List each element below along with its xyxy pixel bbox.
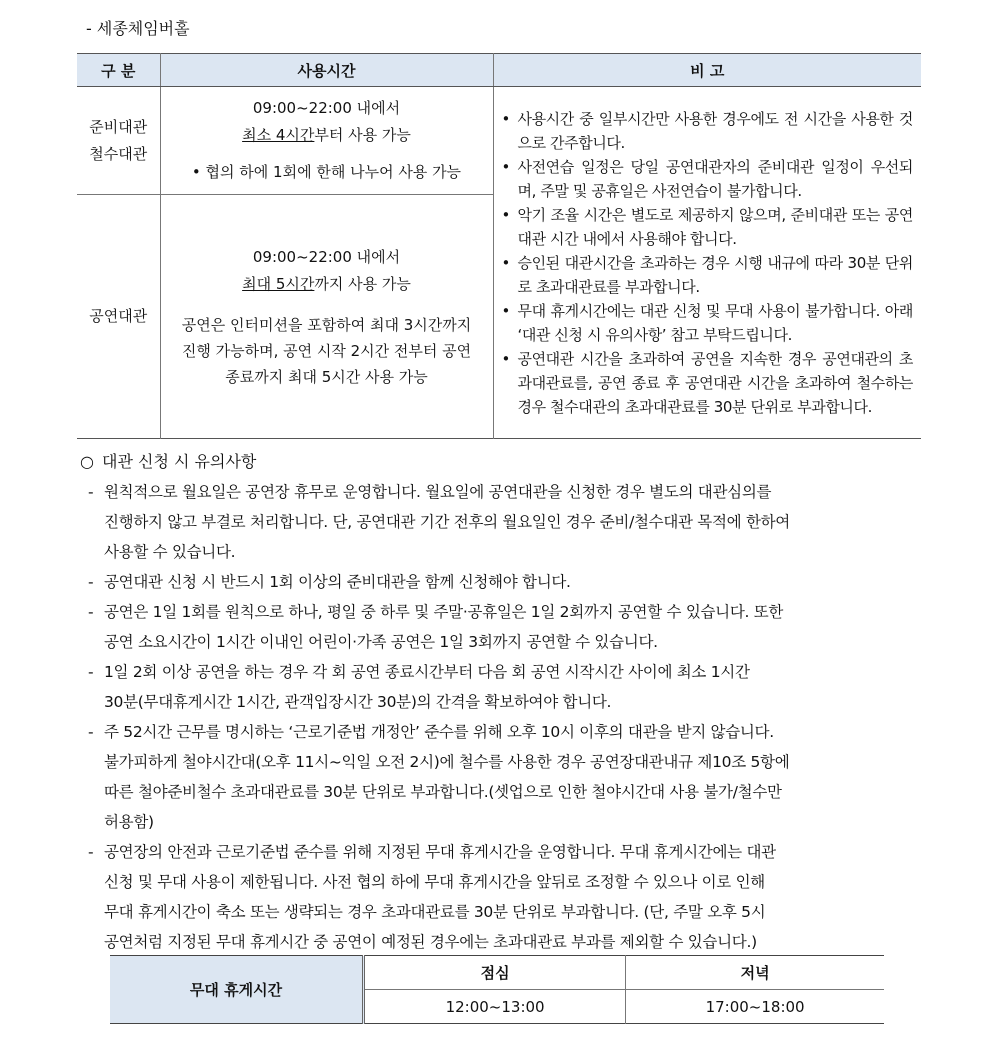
time-range: 09:00~22:00 내에서 bbox=[252, 247, 401, 266]
note-line: 공연장의 안전과 근로기준법 준수를 위해 지정된 무대 휴게시간을 운영합니다. 무대 휴게시간에는 대관 bbox=[104, 843, 776, 861]
note-line: 1일 2회 이상 공연을 하는 경우 각 회 공연 종료시간부터 다음 회 공연 시작시간 사이에 최소 1시간 bbox=[104, 663, 750, 681]
remark-item: • 승인된 대관시간을 초과하는 경우 시행 내규에 따라 30분 단위로 초과대관료를 부과합니다. bbox=[502, 251, 914, 299]
note-line: 공연처럼 지정된 무대 휴게시간 중 공연이 예정된 경우에는 초과대관료 부과를 제외할 수 있습니다.) bbox=[104, 933, 757, 951]
note-line: 공연 소요시간이 1시간 이내인 어린이·가족 공연은 1일 3회까지 공연할 수 있습니다. bbox=[104, 633, 658, 651]
note-item: - 1일 2회 이상 공연을 하는 경우 각 회 공연 종료시간부터 다음 회 공연 시작시간 사이에 최소 1시간 30분(무대휴게시간 1시간, 관객입장시간 30분)의 간격을 확보하여야 합니다. bbox=[80, 657, 920, 717]
circle-bullet-icon: ○ bbox=[80, 452, 94, 471]
note-line: 사용할 수 있습니다. bbox=[104, 543, 236, 561]
remark-item: • 사용시간 중 일부시간만 사용한 경우에도 전 시간을 사용한 것으로 간주합니다. bbox=[502, 107, 914, 155]
category-line: 철수대관 bbox=[89, 144, 148, 163]
category-line: 준비대관 bbox=[89, 117, 148, 136]
time-bullet: • 협의 하에 1회에 한해 나누어 사용 가능 bbox=[191, 163, 462, 181]
note-item: - 주 52시간 근무를 명시하는 ‘근로기준법 개정안’ 준수를 위해 오후 10시 이후의 대관을 받지 않습니다. 불가피하게 철야시간대(오후 11시~익일 오전 2시)에 철수를 사용한 경우 공연장대관내규 제10조 5항에 따른 철야준비철수 초과대관료를 30분 단위로 부과합니다.(셋업으로 인한 철야시간대 사용 불가/철수만 허용함) bbox=[80, 717, 920, 837]
note-line: 무대 휴게시간이 축소 또는 생략되는 경우 초과대관료를 30분 단위로 부과합니다. (단, 주말 오후 5시 bbox=[104, 903, 766, 921]
note-item: - 공연대관 신청 시 반드시 1회 이상의 준비대관을 함께 신청해야 합니다. bbox=[80, 567, 920, 597]
note-line: 원칙적으로 월요일은 공연장 휴무로 운영합니다. 월요일에 공연대관을 신청한 경우 별도의 대관심의를 bbox=[104, 483, 772, 501]
note-line: 공연대관 신청 시 반드시 1회 이상의 준비대관을 함께 신청해야 합니다. bbox=[104, 573, 571, 591]
note-item: - 공연장의 안전과 근로기준법 준수를 위해 지정된 무대 휴게시간을 운영합니다. 무대 휴게시간에는 대관 신청 및 무대 사용이 제한됩니다. 사전 협의 하에 무대 휴게시간을 앞뒤로 조정할 수 있으나 이로 인해 무대 휴게시간이 축소 또는 생략되는 경우 초과대관료를 30분 단위로 부과합니다. (단, 주말 오후 5시 공연처럼 지정된 무대 휴게시간 중 공연이 예정된 경우에는 초과대관료 부과를 제외할 수 있습니다.) bbox=[80, 837, 920, 957]
remarks-list bbox=[502, 107, 914, 419]
note-item: - 원칙적으로 월요일은 공연장 휴무로 운영합니다. 월요일에 공연대관을 신청한 경우 별도의 대관심의를 진행하지 않고 부결로 처리합니다. 단, 공연대관 기간 전후의 월요일인 경우 준비/철수대관 목적에 한하여 사용할 수 있습니다. bbox=[80, 477, 920, 567]
category-prep-teardown bbox=[77, 87, 160, 195]
note-line: 따른 철야준비철수 초과대관료를 30분 단위로 부과합니다.(셋업으로 인한 철야시간대 사용 불가/철수만 bbox=[104, 783, 782, 801]
time-limit-rest: 부터 사용 가능 bbox=[314, 126, 411, 144]
break-time-dinner: 17:00~18:00 bbox=[626, 990, 884, 1024]
time-limit-underlined: 최소 4시간 bbox=[242, 126, 315, 144]
time-limit bbox=[169, 122, 485, 149]
stage-break-table bbox=[110, 955, 884, 1024]
header-remarks: 비 고 bbox=[493, 54, 921, 87]
note-line: 주 52시간 근무를 명시하는 ‘근로기준법 개정안’ 준수를 위해 오후 10시 이후의 대관을 받지 않습니다. bbox=[104, 723, 774, 741]
break-time-lunch: 12:00~13:00 bbox=[445, 997, 545, 1016]
time-range: 09:00~22:00 내에서 bbox=[252, 99, 401, 117]
time-note: 공연은 인터미션을 포함하여 최대 3시간까지 진행 가능하며, 공연 시작 2시간 전부터 공연 종료까지 최대 5시간 사용 가능 bbox=[181, 315, 472, 386]
application-notes bbox=[80, 449, 920, 957]
venue-heading: - 세종체임버홀 bbox=[86, 19, 190, 38]
remark-item: • 무대 휴게시간에는 대관 신청 및 무대 사용이 불가합니다. 아래 ‘대관 신청 시 유의사항’ 참고 부탁드립니다. bbox=[502, 299, 914, 347]
note-line: 신청 및 무대 사용이 제한됩니다. 사전 협의 하에 무대 휴게시간을 앞뒤로 조정할 수 있으나 이로 인해 bbox=[104, 873, 765, 891]
usage-time-table bbox=[77, 53, 921, 439]
time-limit-underlined: 최대 5시간 bbox=[242, 274, 315, 293]
note-line: 불가피하게 철야시간대(오후 11시~익일 오전 2시)에 철수를 사용한 경우 공연장대관내규 제10조 5항에 bbox=[104, 753, 790, 771]
time-limit-rest: 까지 사용 가능 bbox=[314, 274, 411, 293]
time-limit bbox=[169, 271, 485, 298]
note-line: 진행하지 않고 부결로 처리합니다. 단, 공연대관 기간 전후의 월요일인 경우 준비/철수대관 목적에 한하여 bbox=[104, 513, 790, 531]
remarks-cell bbox=[493, 87, 921, 439]
remark-item: • 악기 조율 시간은 별도로 제공하지 않으며, 준비대관 또는 공연대관 시간 내에서 사용해야 합니다. bbox=[502, 203, 914, 251]
time-bullet-text: 협의 하에 1회에 한해 나누어 사용 가능 bbox=[205, 163, 462, 181]
note-line: 30분(무대휴게시간 1시간, 관객입장시간 30분)의 간격을 확보하여야 합니다. bbox=[104, 693, 612, 711]
break-col-dinner: 저녁 bbox=[626, 956, 884, 990]
remark-item: • 공연대관 시간을 초과하여 공연을 지속한 경우 공연대관의 초과대관료를, 공연 종료 후 공연대관 시간을 초과하여 철수하는 경우 철수대관의 초과대관료를 30분 단위로 부과합니다. bbox=[502, 347, 914, 419]
note-line: 허용함) bbox=[104, 813, 154, 831]
usage-time-performance bbox=[160, 195, 493, 439]
break-label: 무대 휴게시간 bbox=[110, 956, 364, 1024]
break-col-lunch: 점심 bbox=[364, 956, 626, 990]
note-line: 공연은 1일 1회를 원칙으로 하나, 평일 중 하루 및 주말·공휴일은 1일 2회까지 공연할 수 있습니다. 또한 bbox=[104, 603, 784, 621]
header-category: 구 분 bbox=[77, 54, 160, 87]
usage-time-prep bbox=[160, 87, 493, 195]
notes-title bbox=[80, 449, 920, 475]
category-line: 공연대관 bbox=[89, 307, 148, 325]
category-performance bbox=[77, 195, 160, 439]
note-item: - 공연은 1일 1회를 원칙으로 하나, 평일 중 하루 및 주말·공휴일은 1일 2회까지 공연할 수 있습니다. 또한 공연 소요시간이 1시간 이내인 어린이·가족 공연은 1일 3회까지 공연할 수 있습니다. bbox=[80, 597, 920, 657]
header-usage-time: 사용시간 bbox=[160, 54, 493, 87]
remark-item: • 사전연습 일정은 당일 공연대관자의 준비대관 일정이 우선되며, 주말 및 공휴일은 사전연습이 불가합니다. bbox=[502, 155, 914, 203]
notes-title-text: 대관 신청 시 유의사항 bbox=[102, 452, 257, 471]
